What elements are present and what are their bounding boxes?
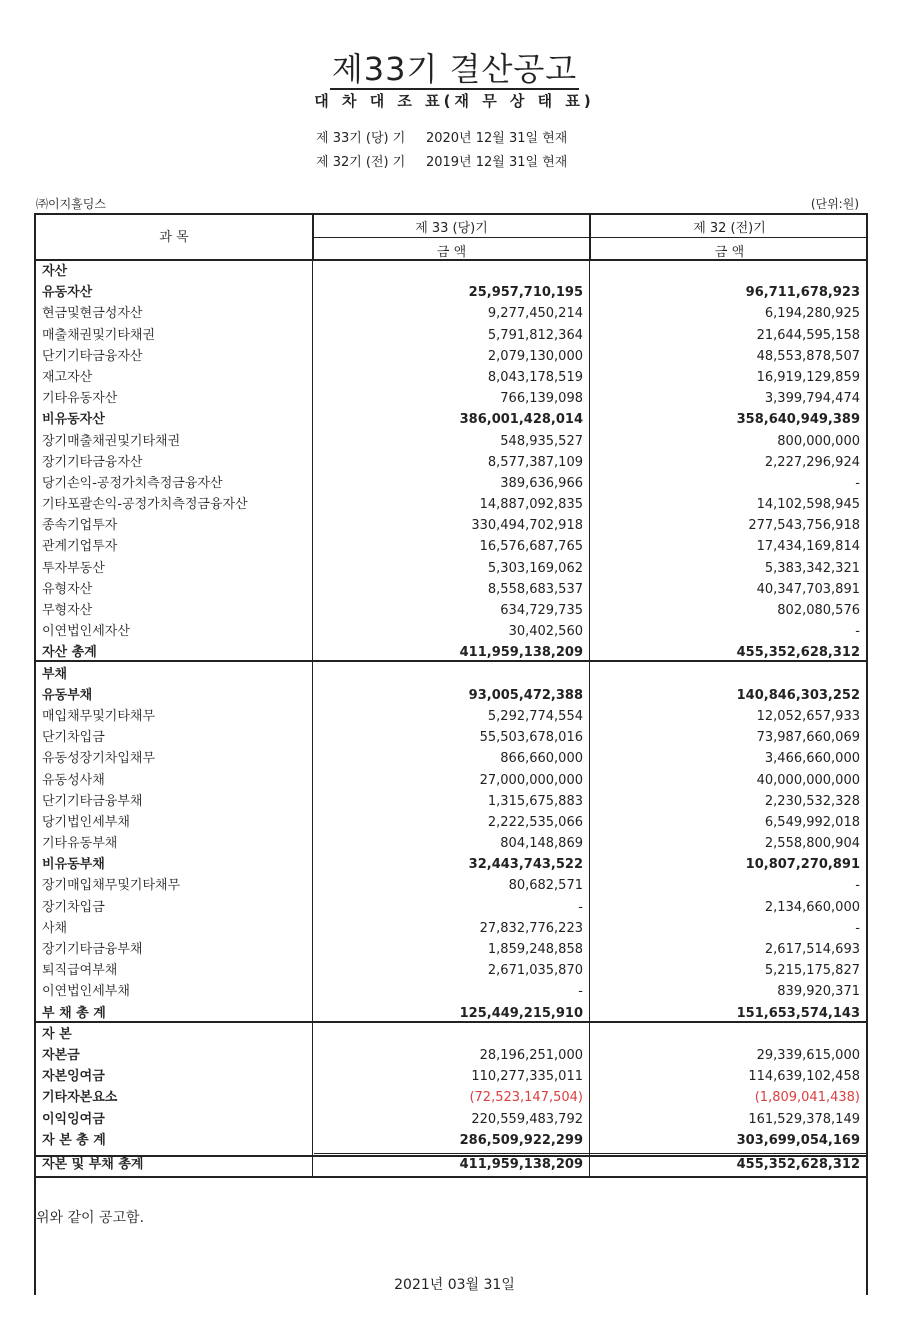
current-amount: 32,443,743,522 (468, 857, 583, 873)
prior-amount: 2,134,660,000 (764, 899, 860, 915)
current-amount: 80,682,571 (508, 878, 583, 894)
row-label: 투자부동산 (42, 560, 105, 576)
table-row (36, 1109, 868, 1130)
table-row (36, 536, 868, 557)
current-amount-header: 금 액 (436, 245, 467, 260)
prior-amount: 73,987,660,069 (756, 730, 860, 746)
table-row (36, 1130, 868, 1153)
table-row (36, 960, 868, 981)
company-name: ㈜이지홀딩스 (36, 197, 106, 211)
table-row (36, 1024, 868, 1045)
table-row (36, 642, 868, 663)
prior-period-header: 제 32 (전)기 (693, 221, 766, 236)
prior-amount: 14,102,598,945 (756, 497, 860, 513)
row-label: 자 본 총 계 (42, 1132, 106, 1148)
table-row (36, 473, 868, 494)
row-label: 장기기타금융자산 (42, 454, 143, 470)
row-label: 장기매출채권및기타채권 (42, 433, 181, 449)
table-row (36, 621, 868, 642)
table-row (36, 431, 868, 452)
current-amount: 5,791,812,364 (487, 327, 583, 343)
current-amount: 30,402,560 (508, 624, 583, 640)
prior-amount: 29,339,615,000 (756, 1047, 860, 1063)
current-amount: 9,277,450,214 (487, 306, 583, 322)
prior-amount: 455,352,628,312 (736, 1156, 860, 1172)
prior-amount: 358,640,949,389 (736, 412, 860, 428)
table-row (36, 1154, 868, 1175)
notice-date: 2021년 03월 31일 (394, 1277, 515, 1293)
table-row (36, 1045, 868, 1066)
row-label: 자산 총계 (42, 645, 97, 661)
current-amount: (72,523,147,504) (469, 1090, 583, 1106)
table-row (36, 664, 868, 685)
prior-amount: 2,617,514,693 (764, 942, 860, 957)
row-label: 사채 (42, 920, 68, 936)
current-amount: 93,005,472,388 (468, 687, 583, 703)
prior-amount: 5,383,342,321 (764, 560, 860, 576)
row-label: 유동성장기차입채무 (42, 751, 156, 767)
row-label: 현금및현금성자산 (42, 306, 143, 322)
prior-amount: 3,399,794,474 (764, 391, 860, 407)
current-amount: 2,222,535,066 (487, 814, 583, 830)
table-row (36, 494, 868, 515)
prior-amount: 10,807,270,891 (745, 857, 860, 873)
prior-amount: 839,920,371 (777, 984, 860, 1000)
current-amount: 5,303,169,062 (487, 560, 583, 576)
current-amount: 866,660,000 (500, 751, 583, 767)
prior-amount: 303,699,054,169 (736, 1132, 860, 1148)
current-amount: 330,494,702,918 (471, 518, 583, 534)
current-amount: 634,729,735 (500, 603, 583, 618)
row-label: 자본잉여금 (42, 1069, 105, 1085)
prior-amount: 114,639,102,458 (748, 1069, 860, 1085)
row-label: 유동자산 (42, 285, 93, 301)
table-row (36, 579, 868, 600)
table-row (36, 812, 868, 833)
prior-amount: (1,809,041,438) (754, 1090, 860, 1106)
row-label: 퇴직급여부채 (42, 963, 118, 979)
current-amount: 2,671,035,870 (487, 963, 583, 979)
prior-amount: 48,553,878,507 (756, 348, 860, 364)
current-amount: - (578, 899, 583, 915)
prior-amount: 96,711,678,923 (745, 285, 860, 301)
table-row (36, 897, 868, 918)
row-label: 무형자산 (42, 603, 93, 618)
current-amount: 1,859,248,858 (487, 942, 583, 957)
prior-amount: - (855, 475, 860, 491)
row-label: 비유동부채 (42, 857, 105, 873)
current-amount: 27,832,776,223 (479, 920, 583, 936)
prior-amount: 40,347,703,891 (756, 581, 860, 597)
table-row (36, 346, 868, 367)
row-label: 기타유동부채 (42, 836, 118, 852)
table-row (36, 875, 868, 896)
current-amount: 386,001,428,014 (459, 412, 583, 428)
row-label: 자산 (42, 264, 68, 279)
row-label: 유동부채 (42, 687, 93, 703)
account-header: 과 목 (159, 230, 189, 245)
current-amount: 125,449,215,910 (459, 1005, 583, 1021)
row-label: 기타포괄손익-공정가치측정금융자산 (42, 497, 248, 513)
table-row (36, 452, 868, 473)
prior-amount: 2,230,532,328 (764, 793, 860, 809)
current-amount: 8,577,387,109 (487, 454, 583, 470)
table-bottom-border (34, 1176, 868, 1178)
prior-amount: 6,194,280,925 (764, 306, 860, 322)
row-label: 부 채 총 계 (42, 1005, 106, 1021)
current-amount: 110,277,335,011 (471, 1069, 583, 1085)
table-row (36, 1087, 868, 1108)
row-label: 매출채권및기타채권 (42, 327, 156, 343)
header-divider (314, 237, 868, 238)
prior-amount: - (855, 920, 860, 936)
prior-amount: 5,215,175,827 (764, 963, 860, 979)
prior-amount: 800,000,000 (777, 433, 860, 449)
row-label: 단기기타금융부채 (42, 793, 143, 809)
current-amount: 8,558,683,537 (487, 581, 583, 597)
unit-label: (단위:원) (810, 197, 859, 211)
table-row (36, 685, 868, 706)
current-amount: 548,935,527 (500, 433, 583, 449)
current-period-header: 제 33 (당)기 (415, 221, 488, 236)
current-amount: 220,559,483,792 (471, 1111, 583, 1127)
row-label: 이연법인세자산 (42, 624, 130, 640)
row-label: 재고자산 (42, 369, 93, 385)
row-label: 이익잉여금 (42, 1111, 105, 1127)
current-amount: 8,043,178,519 (487, 369, 583, 385)
row-label: 당기법인세부채 (42, 814, 130, 830)
current-period: 제 33기 (당) 기 2020년 12월 31일 현재 (316, 131, 568, 146)
prior-amount: 277,543,756,918 (748, 518, 860, 534)
table-row (36, 1066, 868, 1087)
prior-amount: 2,227,296,924 (764, 454, 860, 470)
row-label: 기타자본요소 (42, 1090, 118, 1106)
table-row (36, 558, 868, 579)
table-row (36, 303, 868, 324)
row-label: 관계기업투자 (42, 539, 118, 555)
current-amount: 286,509,922,299 (459, 1132, 583, 1148)
prior-period: 제 32기 (전) 기 2019년 12월 31일 현재 (316, 155, 568, 170)
row-label: 자본금 (42, 1047, 80, 1063)
current-amount: 411,959,138,209 (459, 1156, 583, 1172)
prior-amount: 3,466,660,000 (764, 751, 860, 767)
table-row (36, 770, 868, 791)
prior-amount-header: 금 액 (714, 245, 745, 260)
prior-amount: 151,653,574,143 (736, 1005, 860, 1021)
row-label: 장기기타금융부채 (42, 942, 143, 957)
notice-text: 위와 같이 공고함. (36, 1210, 145, 1226)
row-label: 이연법인세부채 (42, 984, 130, 1000)
row-label: 단기기타금융자산 (42, 348, 143, 364)
table-row (36, 981, 868, 1002)
current-amount: 28,196,251,000 (479, 1047, 583, 1063)
row-label: 단기차입금 (42, 730, 105, 746)
table-row (36, 1003, 868, 1024)
prior-amount: 455,352,628,312 (736, 645, 860, 661)
row-label: 종속기업투자 (42, 518, 118, 534)
row-label: 자본 및 부채 총계 (42, 1156, 144, 1172)
prior-amount: 2,558,800,904 (764, 836, 860, 852)
prior-amount: 40,000,000,000 (756, 772, 860, 788)
prior-amount: 17,434,169,814 (756, 539, 860, 555)
current-amount: 766,139,098 (500, 391, 583, 407)
prior-amount: 802,080,576 (777, 603, 860, 618)
row-label: 당기손익-공정가치측정금융자산 (42, 475, 223, 491)
prior-amount: - (855, 878, 860, 894)
row-label: 유형자산 (42, 581, 93, 597)
row-label: 장기매입채무및기타채무 (42, 878, 181, 894)
table-row (36, 918, 868, 939)
current-amount: 1,315,675,883 (487, 793, 583, 809)
current-amount: 804,148,869 (500, 836, 583, 852)
table-row (36, 748, 868, 769)
row-label: 비유동자산 (42, 412, 105, 428)
table-row (36, 325, 868, 346)
table-row (36, 282, 868, 303)
current-amount: 389,636,966 (500, 475, 583, 491)
table-row (36, 939, 868, 960)
prior-amount: 21,644,595,158 (756, 327, 860, 343)
row-label: 장기차입금 (42, 899, 105, 915)
row-label: 자 본 (42, 1026, 72, 1042)
table-row (36, 388, 868, 409)
table-row (36, 727, 868, 748)
row-label: 부채 (42, 666, 68, 682)
table-row (36, 409, 868, 430)
current-amount: 5,292,774,554 (487, 708, 583, 724)
row-label: 유동성사채 (42, 772, 105, 788)
table-row (36, 261, 868, 282)
prior-amount: 6,549,992,018 (764, 814, 860, 830)
current-amount: 14,887,092,835 (479, 497, 583, 513)
current-amount: 411,959,138,209 (459, 645, 583, 661)
table-row (36, 367, 868, 388)
page-title: 제33기 결산공고 (331, 50, 578, 88)
current-amount: 16,576,687,765 (479, 539, 583, 555)
current-amount: 25,957,710,195 (468, 285, 583, 301)
table-row (36, 854, 868, 875)
row-label: 기타유동자산 (42, 391, 118, 407)
statement-rows (36, 261, 868, 1175)
current-amount: - (578, 984, 583, 1000)
table-row (36, 706, 868, 727)
table-row (36, 833, 868, 854)
current-amount: 2,079,130,000 (487, 348, 583, 364)
prior-amount: 140,846,303,252 (736, 687, 860, 703)
current-amount: 27,000,000,000 (479, 772, 583, 788)
prior-amount: 161,529,378,149 (748, 1111, 860, 1127)
table-row (36, 515, 868, 536)
row-label: 매입채무및기타채무 (42, 708, 156, 724)
current-amount: 55,503,678,016 (479, 730, 583, 746)
statement-subtitle: 대 차 대 조 표(재 무 상 태 표) (314, 92, 595, 110)
prior-amount: 16,919,129,859 (756, 369, 860, 385)
table-row (36, 791, 868, 812)
prior-amount: - (855, 624, 860, 640)
prior-amount: 12,052,657,933 (756, 708, 860, 724)
table-row (36, 600, 868, 621)
